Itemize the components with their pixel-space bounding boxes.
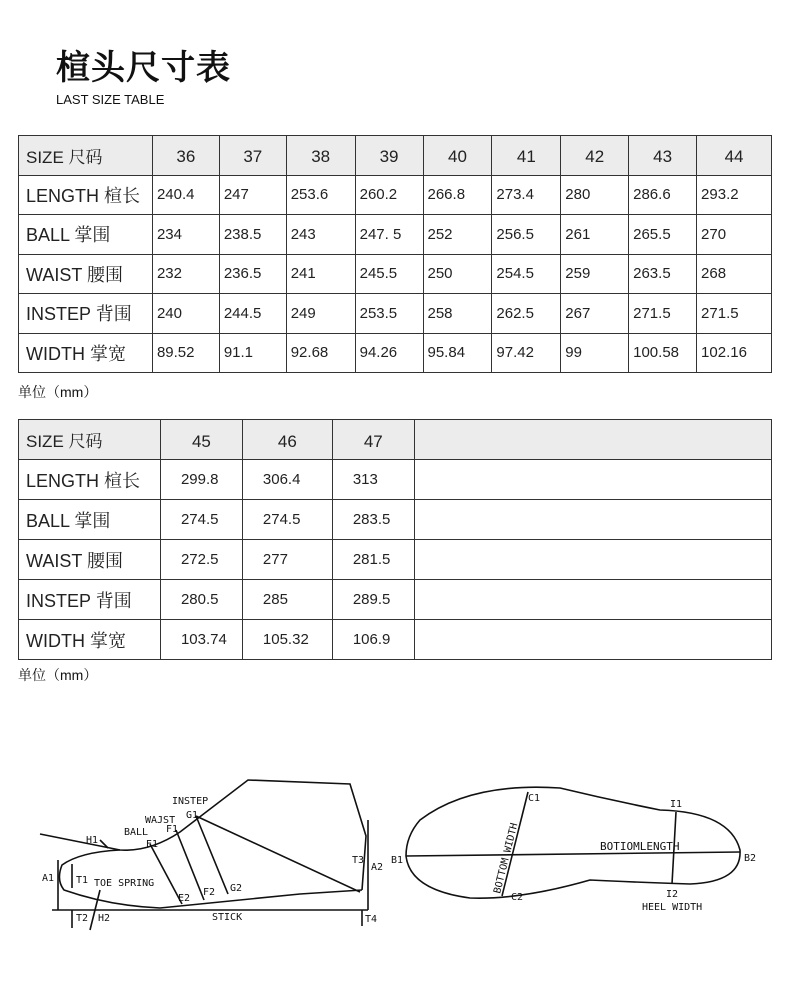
label-stick: STICK [212,912,243,923]
value-cell: 103.74 [160,620,242,660]
value-cell: 254.5 [492,254,561,294]
table-row [19,215,772,255]
value-cell: 240 [152,294,219,334]
size-header-cell: 37 [219,136,286,176]
value-cell: 271.5 [697,294,772,334]
row-label: BALL 掌围 [19,500,161,540]
empty-cell [414,500,771,540]
size-header-cell: 43 [629,136,697,176]
value-cell: 280.5 [160,580,242,620]
table-row [19,540,772,580]
value-cell: 263.5 [629,254,697,294]
table-row [19,294,772,334]
value-cell: 89.52 [152,333,219,373]
label-toe-spring: TOE SPRING [94,878,155,889]
bottom-view-sole [406,787,740,898]
empty-cell [414,420,771,460]
bottom-length-line [406,852,740,856]
label-ball: BALL [124,827,149,838]
row-label: INSTEP 背围 [19,294,153,334]
value-cell: 95.84 [423,333,492,373]
size-header-cell: 41 [492,136,561,176]
value-cell: 253.6 [286,175,355,215]
value-cell: 285 [242,580,332,620]
value-cell: 92.68 [286,333,355,373]
value-cell: 105.32 [242,620,332,660]
row-label: LENGTH 楦长 [19,460,161,500]
label-c1: C1 [528,793,541,804]
value-cell: 293.2 [697,175,772,215]
table-row [19,580,772,620]
empty-cell [414,540,771,580]
label-b1: B1 [391,855,404,866]
size-header-cell: 40 [423,136,492,176]
size-table-2 [18,419,772,660]
value-cell: 280 [561,175,629,215]
empty-cell [414,620,771,660]
value-cell: 245.5 [355,254,423,294]
row-label: LENGTH 楦长 [19,175,153,215]
size-header-cell: 44 [697,136,772,176]
label-bottom-width: BOTTOM WIDTH [492,821,521,895]
size-header-cell: 45 [160,420,242,460]
value-cell: 99 [561,333,629,373]
table-row [19,254,772,294]
value-cell: 277 [242,540,332,580]
instep-diagonal [196,816,360,892]
label-waist: WAJST [145,815,176,826]
label-t3: T3 [352,855,365,866]
value-cell: 97.42 [492,333,561,373]
last-measurement-diagram [0,760,790,960]
value-cell: 272.5 [160,540,242,580]
value-cell: 100.58 [629,333,697,373]
label-f1: F1 [166,824,179,835]
label-g2: G2 [230,883,243,894]
value-cell: 261 [561,215,629,255]
header-row [19,420,772,460]
value-cell: 267 [561,294,629,334]
size-header-label: SIZE 尺码 [19,420,161,460]
value-cell: 241 [286,254,355,294]
value-cell: 244.5 [219,294,286,334]
header-row [19,136,772,176]
size-header-cell: 47 [332,420,414,460]
value-cell: 313 [332,460,414,500]
value-cell: 243 [286,215,355,255]
label-h1: H1 [86,835,99,846]
value-cell: 306.4 [242,460,332,500]
value-cell: 270 [697,215,772,255]
label-t2: T2 [76,913,89,924]
label-h2: H2 [98,913,111,924]
instep-line [196,816,228,894]
label-t1: T1 [76,875,89,886]
label-a1: A1 [42,873,55,884]
size-header-cell: 42 [561,136,629,176]
value-cell: 234 [152,215,219,255]
value-cell: 253.5 [355,294,423,334]
unit-note-1: 单位（mm） [18,384,98,400]
value-cell: 289.5 [332,580,414,620]
row-label: BALL 掌围 [19,215,153,255]
label-a2: A2 [371,862,384,873]
value-cell: 236.5 [219,254,286,294]
value-cell: 252 [423,215,492,255]
label-instep: INSTEP [172,796,209,807]
label-t4: T4 [365,914,378,925]
value-cell: 299.8 [160,460,242,500]
value-cell: 283.5 [332,500,414,540]
empty-cell [414,580,771,620]
size-table-1 [18,135,772,373]
value-cell: 256.5 [492,215,561,255]
value-cell: 106.9 [332,620,414,660]
value-cell: 102.16 [697,333,772,373]
row-label: WIDTH 掌宽 [19,333,153,373]
empty-cell [414,460,771,500]
page-title: 楦头尺寸表 [56,48,231,88]
label-e1: E1 [146,839,159,850]
size-header-cell: 39 [355,136,423,176]
value-cell: 274.5 [242,500,332,540]
row-label: WAIST 腰围 [19,540,161,580]
value-cell: 258 [423,294,492,334]
table-row [19,620,772,660]
value-cell: 250 [423,254,492,294]
label-e2: E2 [178,893,191,904]
label-heel-width: HEEL WIDTH [642,902,703,913]
size-header-cell: 38 [286,136,355,176]
unit-note-2: 单位（mm） [18,667,98,683]
table-row [19,460,772,500]
value-cell: 91.1 [219,333,286,373]
label-b2: B2 [744,853,757,864]
value-cell: 240.4 [152,175,219,215]
label-i2: I2 [666,889,679,900]
row-label: WAIST 腰围 [19,254,153,294]
value-cell: 232 [152,254,219,294]
value-cell: 268 [697,254,772,294]
label-g1: G1 [186,810,199,821]
label-f2: F2 [203,887,216,898]
table-row [19,500,772,540]
value-cell: 286.6 [629,175,697,215]
value-cell: 260.2 [355,175,423,215]
value-cell: 238.5 [219,215,286,255]
value-cell: 266.8 [423,175,492,215]
waist-line [176,830,204,900]
value-cell: 247 [219,175,286,215]
value-cell: 262.5 [492,294,561,334]
sole-outline [406,787,740,898]
row-label: WIDTH 掌宽 [19,620,161,660]
label-c2: C2 [511,892,524,903]
row-label: INSTEP 背围 [19,580,161,620]
value-cell: 249 [286,294,355,334]
table-row [19,333,772,373]
value-cell: 265.5 [629,215,697,255]
value-cell: 274.5 [160,500,242,540]
size-header-label: SIZE 尺码 [19,136,153,176]
table-row [19,175,772,215]
value-cell: 271.5 [629,294,697,334]
value-cell: 259 [561,254,629,294]
value-cell: 273.4 [492,175,561,215]
value-cell: 94.26 [355,333,423,373]
page-subtitle: LAST SIZE TABLE [56,92,165,107]
size-header-cell: 36 [152,136,219,176]
label-i1: I1 [670,799,683,810]
value-cell: 281.5 [332,540,414,580]
value-cell: 247. 5 [355,215,423,255]
size-header-cell: 46 [242,420,332,460]
label-bottom-length: BOTIOMLENGTH [600,840,680,853]
